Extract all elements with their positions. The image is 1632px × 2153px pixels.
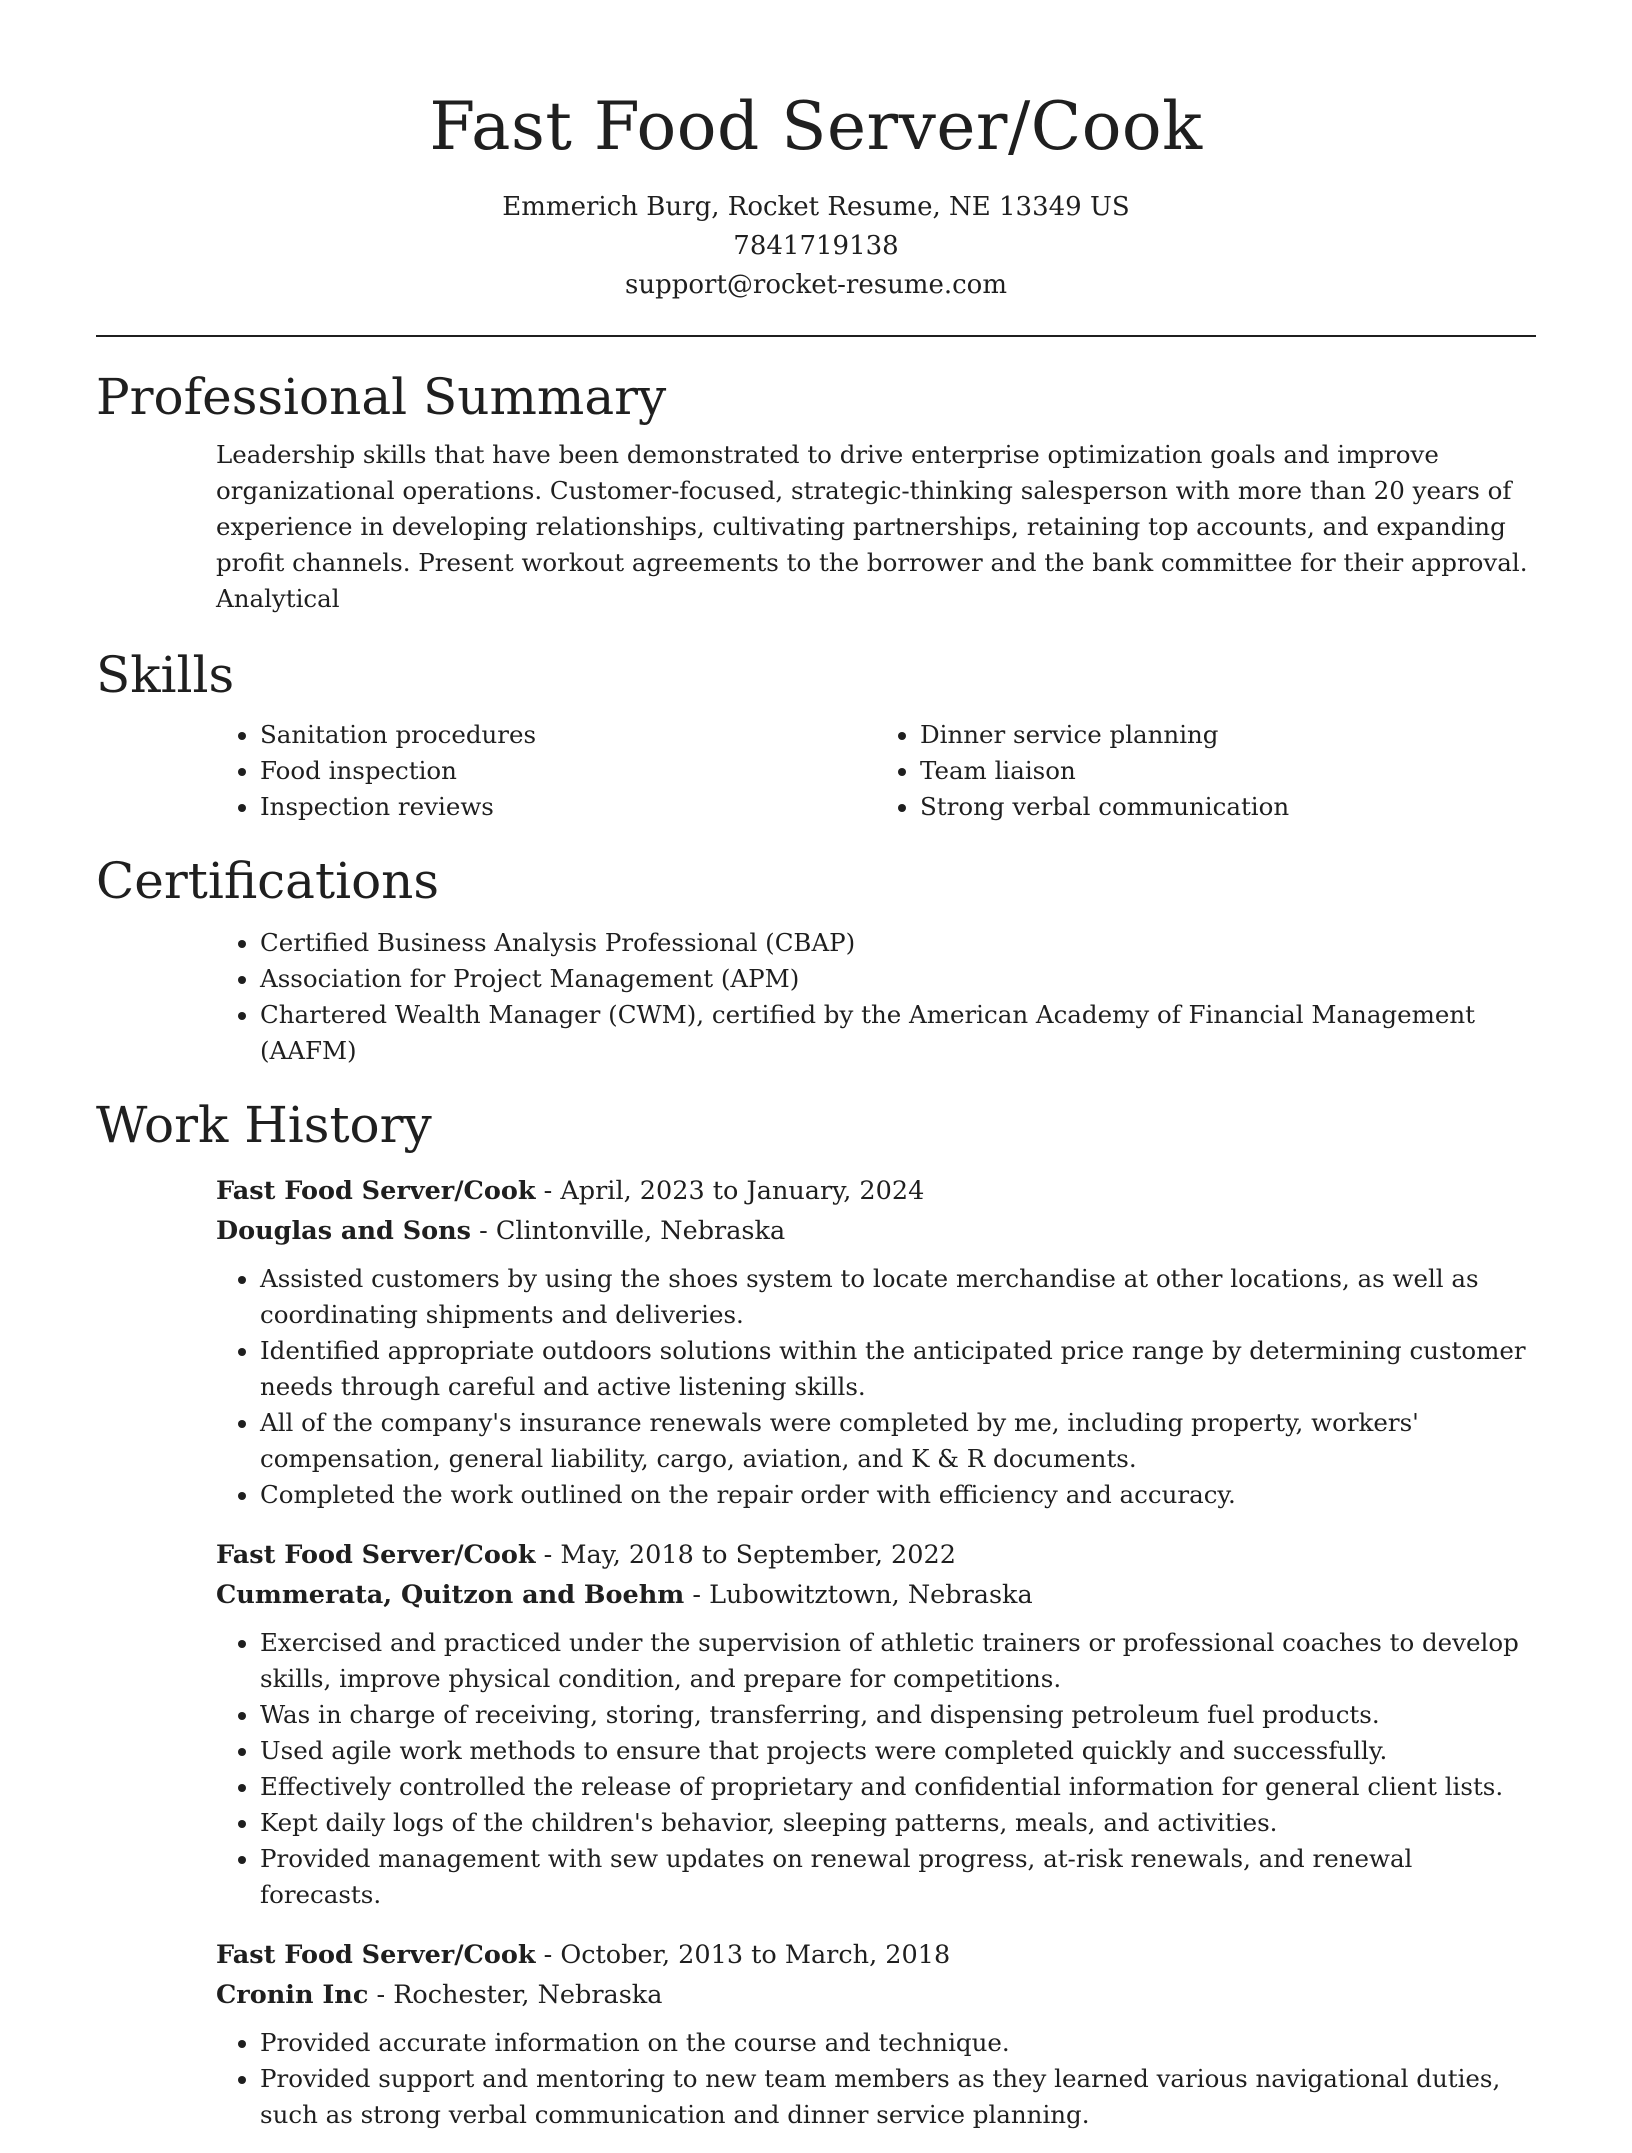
job-title-line (216, 1935, 1536, 1975)
skill-item: • Team liaison (920, 753, 1536, 789)
contact-block (96, 188, 1536, 305)
job-entry (216, 1535, 1536, 1913)
job-duty: • Assisted customers by using the shoes system to locate merchandise at other locations, as well as coordinating shipments and deliveries. (260, 1261, 1536, 1333)
job-location: - Clintonville, Nebraska (471, 1216, 786, 1246)
job-duty: • Provided management with sew updates on renewal progress, at-risk renewals, and renewal forecasts. (260, 1841, 1536, 1913)
job-title-line (216, 1535, 1536, 1575)
job-role: Fast Food Server/Cook (216, 1540, 536, 1570)
work-title: Work History (96, 1096, 432, 1154)
skill-item: • Inspection reviews (260, 789, 876, 825)
certification-item: • Association for Project Management (APM) (260, 961, 1536, 997)
job-entry (216, 1935, 1536, 2133)
job-location: - Lubowitztown, Nebraska (684, 1580, 1033, 1610)
job-duty: • Exercised and practiced under the supervision of athletic trainers or professional coaches to develop skills, improve physical condition, and prepare for competitions. (260, 1625, 1536, 1697)
job-duty: • Provided support and mentoring to new team members as they learned various navigational duties, such as strong verbal communication and dinner service planning. (260, 2061, 1536, 2133)
job-title-line (216, 1171, 1536, 1211)
skill-item: • Food inspection (260, 753, 876, 789)
job-role: Fast Food Server/Cook (216, 1940, 536, 1970)
summary-text: Leadership skills that have been demonstrated to drive enterprise optimization goals and improve organizational operations. Customer-focused, strategic-thinking salesperson with more than 20 years of experience in developing relationships, cultivating partnerships, retaining top accounts, and expanding profit channels. Present workout agreements to the borrower and the bank committee for their approval. Analytical (216, 440, 1528, 613)
job-dates: - October, 2013 to March, 2018 (535, 1940, 951, 1970)
contact-phone: 7841719138 (733, 231, 899, 261)
summary-title: Professional Summary (96, 368, 667, 426)
contact-address: Emmerich Burg, Rocket Resume, NE 13349 US (502, 192, 1130, 222)
resume-page (96, 0, 1536, 2153)
work-section (96, 1093, 1536, 2133)
job-role: Fast Food Server/Cook (216, 1176, 536, 1206)
job-duty: • Used agile work methods to ensure that projects were completed quickly and successfully. (260, 1733, 1536, 1769)
job-entry (216, 1171, 1536, 1513)
job-duty: • Was in charge of receiving, storing, transferring, and dispensing petroleum fuel products. (260, 1697, 1536, 1733)
job-duty: • Kept daily logs of the children's behavior, sleeping patterns, meals, and activities. (260, 1805, 1536, 1841)
skills-section (96, 643, 1536, 825)
resume-header (96, 0, 1536, 305)
certifications-block (216, 925, 1536, 1069)
job-duties (216, 1261, 1536, 1513)
skill-item: • Strong verbal communication (920, 789, 1536, 825)
job-duty: • All of the company's insurance renewals were completed by me, including property, workers' compensation, general liability, cargo, aviation, and K & R documents. (260, 1405, 1536, 1477)
summary-section (96, 365, 1536, 617)
job-company: Douglas and Sons (216, 1216, 472, 1246)
job-company: Cronin Inc (216, 1980, 369, 2010)
job-company-line (216, 1575, 1536, 1615)
resume-name: Fast Food Server/Cook (429, 88, 1203, 165)
job-duty: • Identified appropriate outdoors solutions within the anticipated price range by determining customer needs through careful and active listening skills. (260, 1333, 1536, 1405)
job-dates: - May, 2018 to September, 2022 (535, 1540, 956, 1570)
certification-item: • Chartered Wealth Manager (CWM), certified by the American Academy of Financial Management (AAFM) (260, 997, 1536, 1069)
certifications-section (96, 849, 1536, 1069)
contact-email: support@rocket-resume.com (624, 270, 1007, 300)
job-company-line (216, 1975, 1536, 2015)
job-duties (216, 2025, 1536, 2133)
skill-item: • Dinner service planning (920, 717, 1536, 753)
job-company-line (216, 1211, 1536, 1251)
job-dates: - April, 2023 to January, 2024 (535, 1176, 925, 1206)
job-duty: • Effectively controlled the release of proprietary and confidential information for general client lists. (260, 1769, 1536, 1805)
skills-list-right (876, 717, 1536, 825)
certification-item: • Certified Business Analysis Professional (CBAP) (260, 925, 1536, 961)
job-company: Cummerata, Quitzon and Boehm (216, 1580, 685, 1610)
skills-title: Skills (96, 646, 235, 704)
skill-item: • Sanitation procedures (260, 717, 876, 753)
header-divider (96, 335, 1536, 337)
job-duties (216, 1625, 1536, 1913)
job-location: - Rochester, Nebraska (368, 1980, 663, 2010)
skills-list-left (216, 717, 876, 825)
job-duty: • Provided accurate information on the course and technique. (260, 2025, 1536, 2061)
certifications-list (216, 925, 1536, 1069)
job-duty: • Completed the work outlined on the repair order with efficiency and accuracy. (260, 1477, 1536, 1513)
certifications-title: Certifications (96, 852, 440, 910)
skills-grid (216, 717, 1536, 825)
